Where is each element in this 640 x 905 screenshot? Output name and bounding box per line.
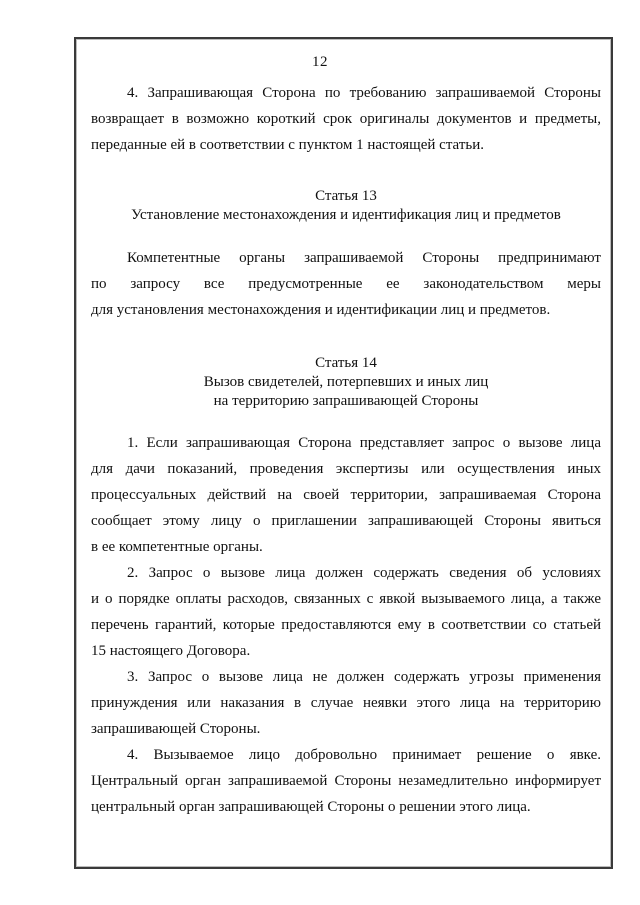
paragraph-line: перечень гарантий, которые предоставляются ему в соответствии со статьей [91,617,601,633]
paragraph-line: запрашивающей Стороны. [91,721,261,737]
article-14-title-line-1: Вызов свидетелей, потерпевших и иных лиц [203,374,489,390]
paragraph-line: переданные ей в соответствии с пунктом 1 настоящей статьи. [91,137,485,153]
paragraph-line: 1. Если запрашивающая Сторона представляет запрос о вызове лица [127,435,601,451]
paragraph-line: по запросу все предусмотренные ее законодательством меры [91,276,601,292]
paragraph-line: центральный орган запрашивающей Стороны о решении этого лица. [91,799,531,815]
paragraph-line: 4. Вызываемое лицо добровольно принимает решение о явке. [127,747,601,763]
article-13-number: Статья 13 [315,188,377,204]
article-14-heading [91,354,601,411]
paragraph-return-documents [91,80,601,158]
paragraph-line: возвращает в возможно короткий срок оригиналы документов и предметы, [91,111,601,127]
paragraph-line: 3. Запрос о вызове лица не должен содержать угрозы применения [127,669,601,685]
paragraph-line: Компетентные органы запрашиваемой Стороны предпринимают [127,250,601,266]
paragraph-line: сообщает этому лицу о приглашении запрашивающей Стороны явиться [91,513,601,529]
paragraph-line: для установления местонахождения и идентификации лиц и предметов. [91,302,551,318]
paragraph-line: Центральный орган запрашиваемой Стороны незамедлительно информирует [91,773,601,789]
article-13-heading [91,187,601,225]
article-14-number: Статья 14 [315,355,377,371]
article-14-title-line-2: на территорию запрашивающей Стороны [213,393,479,409]
paragraph-line: 2. Запрос о вызове лица должен содержать сведения об условиях [127,565,601,581]
paragraph-line: в ее компетентные органы. [91,539,263,555]
article-14-paragraph-3 [91,664,601,742]
paragraph-line: 15 настоящего Договора. [91,643,251,659]
article-13-title: Установление местонахождения и идентификация лиц и предметов [131,207,561,223]
paragraph-line: для дачи показаний, проведения экспертизы или осуществления иных [91,461,601,477]
paragraph-line: 4. Запрашивающая Сторона по требованию запрашиваемой Стороны [127,85,601,101]
article-14-paragraph-4 [91,742,601,820]
page-number: 12 [312,54,328,70]
article-14-paragraph-1 [91,430,601,560]
article-13-body [91,245,601,323]
paragraph-line: и о порядке оплаты расходов, связанных с явкой вызываемого лица, а также [91,591,601,607]
paragraph-line: принуждения или наказания в случае неявки этого лица на территорию [91,695,601,711]
article-14-paragraph-2 [91,560,601,664]
paragraph-line: процессуальных действий на своей территории, запрашиваемая Сторона [91,487,601,503]
